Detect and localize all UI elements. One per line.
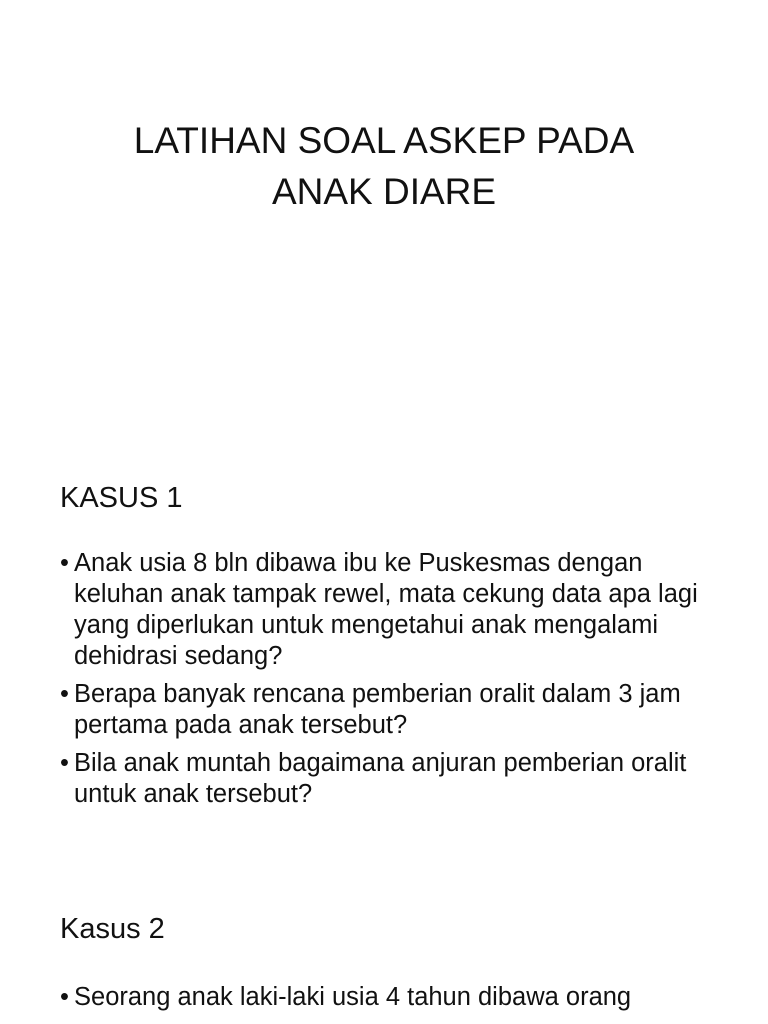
case-1-question-list [60, 548, 720, 817]
bullet-icon: • [60, 680, 69, 708]
question-text: Anak usia 8 bln dibawa ibu ke Puskesmas dengan keluhan anak tampak rewel, mata cekung data apa lagi yang diperlukan untuk mengetahui anak mengalami dehidrasi sedang? [74, 549, 698, 670]
question-text: Berapa banyak rencana pemberian oralit dalam 3 jam pertama pada anak tersebut? [74, 680, 681, 739]
list-item [60, 982, 720, 1013]
list-item [60, 679, 720, 741]
bullet-icon: • [60, 983, 69, 1011]
question-text: Seorang anak laki-laki usia 4 tahun dibawa orang [74, 983, 632, 1011]
list-item [60, 748, 720, 810]
title-line-1: LATIHAN SOAL ASKEP PADA [133, 120, 635, 161]
case-2-heading: Kasus 2 [60, 913, 165, 945]
bullet-icon: • [60, 549, 69, 577]
slide-title [0, 115, 768, 217]
case-1-heading: KASUS 1 [60, 482, 183, 514]
list-item [60, 548, 720, 672]
case-2-question-list [60, 982, 720, 1020]
title-line-2: ANAK DIARE [271, 171, 497, 212]
bullet-icon: • [60, 749, 69, 777]
question-text: Bila anak muntah bagaimana anjuran pemberian oralit untuk anak tersebut? [74, 749, 687, 808]
